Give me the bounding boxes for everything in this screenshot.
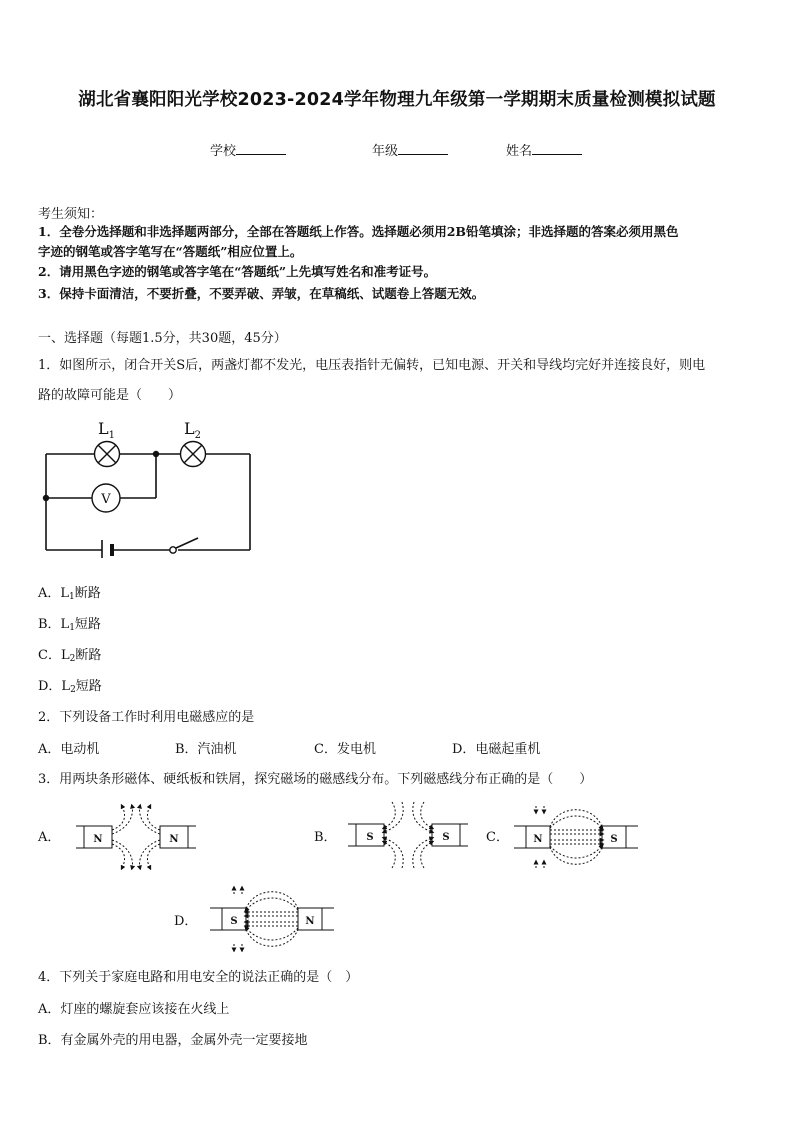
name-field <box>506 140 582 159</box>
option-sub: 1 <box>69 623 75 633</box>
notice-heading: 考生须知： <box>38 207 104 222</box>
grade-label: 年级 <box>372 144 399 159</box>
option-sub: 2 <box>70 685 76 695</box>
q3-option-a-diagram[interactable] <box>72 804 200 870</box>
option-text: 断路 <box>74 586 101 601</box>
voltmeter-label: V <box>101 492 111 507</box>
q4-stem: 4．下列关于家庭电路和用电安全的说法正确的是（ ） <box>38 970 359 985</box>
magnet-right-pole: N <box>169 834 179 845</box>
q1-circuit-diagram <box>38 416 258 558</box>
q2-option-c[interactable]: C．发电机 <box>314 742 376 757</box>
magnet-left-pole: S <box>366 832 374 843</box>
option-prefix: A．L <box>38 586 70 601</box>
q4-option-a[interactable]: A．灯座的螺旋套应该接在火线上 <box>38 1002 230 1017</box>
q1-stem-line1: 1．如图所示，闭合开关S后，两盏灯都不发光，电压表指针无偏转，已知电源、开关和导线均完好并连接良好，则电 <box>38 358 706 373</box>
name-label: 姓名 <box>506 144 533 159</box>
magnet-right-pole: N <box>305 916 315 927</box>
q3-option-b-diagram[interactable] <box>344 800 472 870</box>
option-text: 断路 <box>75 648 102 663</box>
notice-item: 2．请用黑色字迹的钢笔或答字笔在“答题纸”上先填写姓名和准考证号。 <box>38 264 437 279</box>
q2-option-a[interactable]: A．电动机 <box>38 742 100 757</box>
q2-option-d[interactable]: D．电磁起重机 <box>452 742 541 757</box>
switch-icon <box>170 538 198 553</box>
option-sub: 2 <box>69 654 76 664</box>
option-sub: 1 <box>69 592 75 602</box>
lamp-l1-label: $L_1$ <box>98 419 115 441</box>
q2-stem: 2．下列设备工作时利用电磁感应的是 <box>38 710 255 725</box>
magnet-left-pole: N <box>93 834 103 845</box>
magnet-left-pole: S <box>230 916 238 927</box>
option-prefix: C．L <box>38 648 70 663</box>
q3-stem: 3．用两块条形磁体、硬纸板和铁屑，探究磁场的磁感线分布。下列磁感线分布正确的是（ ） <box>38 772 593 787</box>
lamp-l1-icon <box>95 442 120 467</box>
school-blank <box>236 142 286 155</box>
grade-blank <box>398 142 448 155</box>
school-field <box>210 140 286 159</box>
option-prefix: B．L <box>38 617 70 632</box>
junction-dot <box>43 495 49 501</box>
battery-icon <box>102 540 112 558</box>
q3-option-d-label[interactable]: D． <box>174 914 198 929</box>
notice-item: 1．全卷分选择题和非选择题两部分，全部在答题纸上作答。选择题必须用2B铅笔填涂；非选择题的答案必须用黑色 <box>38 224 679 239</box>
option-prefix: D．L <box>38 679 71 694</box>
page-title: 湖北省襄阳阳光学校2023-2024学年物理九年级第一学期期末质量检测模拟试题 <box>78 90 716 110</box>
q1-option-d[interactable] <box>38 675 102 695</box>
q3-option-c-label[interactable]: C． <box>486 830 509 845</box>
lamp-l2-icon <box>181 442 206 467</box>
q1-option-c[interactable] <box>38 644 101 664</box>
magnet-right-pole: S <box>610 834 618 845</box>
magnet-right-pole: S <box>442 832 450 843</box>
q1-option-b[interactable] <box>38 613 101 633</box>
lamp-l2-label: $L_2$ <box>184 419 201 441</box>
option-text: 短路 <box>74 617 101 632</box>
junction-dot <box>153 451 159 457</box>
q3-option-d-diagram[interactable] <box>208 886 336 952</box>
name-blank <box>532 142 582 155</box>
q1-option-a[interactable] <box>38 582 101 602</box>
grade-field <box>372 140 448 159</box>
notice-item: 3．保持卡面清洁，不要折叠，不要弄破、弄皱，在草稿纸、试题卷上答题无效。 <box>38 286 485 301</box>
section-heading: 一、选择题（每题1.5分，共30题，45分） <box>38 331 287 346</box>
school-label: 学校 <box>210 144 237 159</box>
q2-option-b[interactable]: B．汽油机 <box>175 742 237 757</box>
notice-item: 字迹的钢笔或答字笔写在“答题纸”相应位置上。 <box>38 244 303 259</box>
option-text: 短路 <box>75 679 102 694</box>
q4-option-b[interactable]: B．有金属外壳的用电器，金属外壳一定要接地 <box>38 1033 308 1048</box>
q3-option-a-label[interactable]: A． <box>38 830 61 845</box>
q3-option-b-label[interactable]: B． <box>314 830 337 845</box>
q1-stem-line2: 路的故障可能是（ ） <box>38 388 182 403</box>
q3-option-c-diagram[interactable] <box>512 804 640 870</box>
magnet-left-pole: N <box>533 834 543 845</box>
